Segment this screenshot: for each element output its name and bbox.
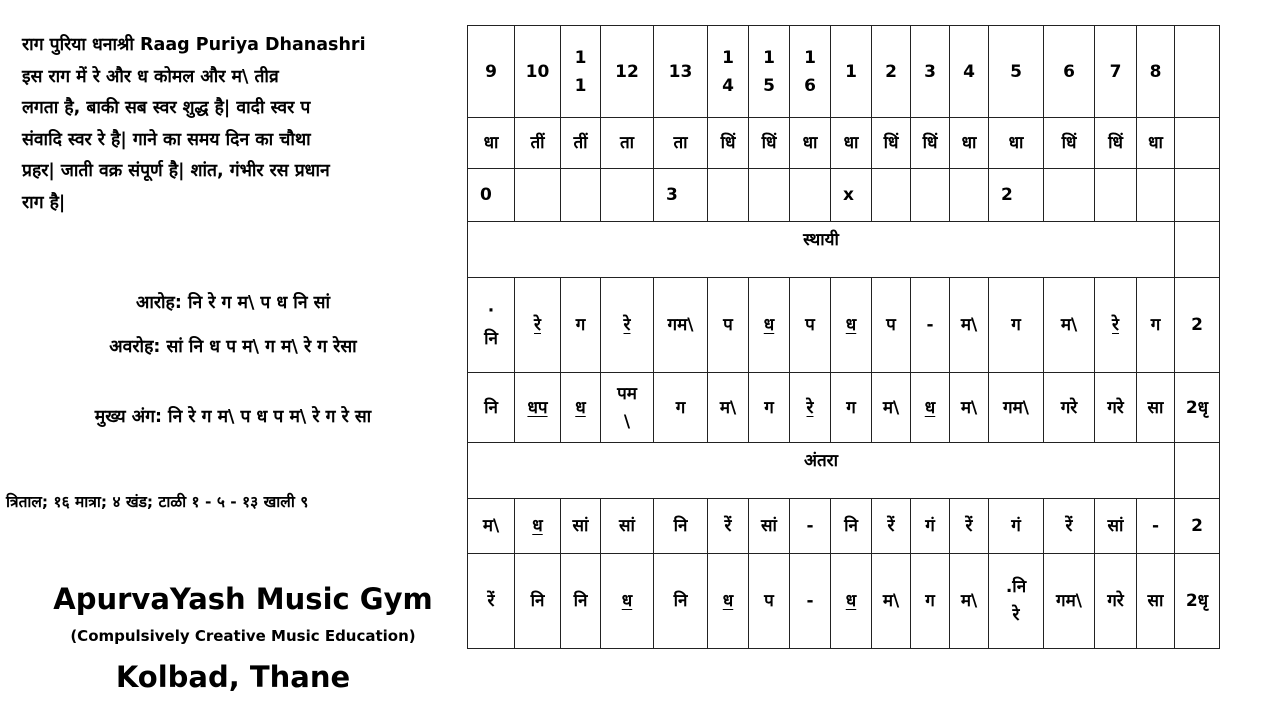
taali-cell	[561, 169, 601, 222]
description-line: राग पुरिया धनाश्री Raag Puriya Dhanashri	[22, 35, 366, 55]
cell-text: गम\	[1056, 591, 1082, 611]
sthayi-row2-cell	[708, 373, 749, 443]
cell-text: रे	[534, 315, 541, 335]
sthayi-row	[468, 278, 1220, 373]
antara-row1-cell	[1095, 499, 1137, 554]
cell-text: नि	[673, 516, 688, 536]
sthayi-row1-cell	[831, 278, 872, 373]
cell-text: -	[806, 516, 814, 536]
composition-table	[467, 25, 1220, 649]
bols-cell	[749, 118, 790, 169]
left-panel	[0, 0, 466, 720]
antara-row1-cell	[515, 499, 561, 554]
antara-row2-cell	[1044, 554, 1095, 649]
cell-text: 3	[924, 61, 936, 82]
bols-cell	[561, 118, 601, 169]
cell-text: म\	[960, 591, 978, 611]
cell-text: 5	[1010, 61, 1022, 82]
cell-text: प	[886, 315, 896, 335]
antara-row2-cell	[1175, 554, 1220, 649]
cell-text: 4	[963, 61, 975, 82]
sthayi-row	[468, 373, 1220, 443]
antara-row2-cell	[749, 554, 790, 649]
antara-row1-cell	[1137, 499, 1175, 554]
beats-cell	[468, 26, 515, 118]
taali-cell	[515, 169, 561, 222]
taali-cell	[749, 169, 790, 222]
bols-cell	[911, 118, 950, 169]
bols-cell	[950, 118, 989, 169]
cell-text: ग	[846, 397, 856, 418]
beats-cell	[749, 26, 790, 118]
taali-cell	[1137, 169, 1175, 222]
cell-text: रें	[487, 591, 495, 611]
avaroha-line: अवरोह: सां नि ध प म\ ग म\ रे ग रेसा	[109, 337, 357, 357]
cell-text: रें	[1065, 516, 1073, 536]
cell-text: ता	[619, 133, 635, 153]
taali-cell	[790, 169, 831, 222]
bols-cell	[601, 118, 654, 169]
bols-cell	[1175, 118, 1220, 169]
sthayi-row2-cell	[1137, 373, 1175, 443]
empty-cell	[1175, 443, 1220, 499]
sthayi-row1-cell	[989, 278, 1044, 373]
cell-text: धिं	[1108, 133, 1123, 153]
antara-row1-cell	[601, 499, 654, 554]
beats-cell	[1044, 26, 1095, 118]
beats-cell	[911, 26, 950, 118]
sthayi-row2-cell	[654, 373, 708, 443]
antara-row1-cell	[989, 499, 1044, 554]
description-line: लगता है, बाकी सब स्वर शुद्ध है| वादी स्वर प	[22, 98, 311, 118]
sthayi-row2-cell	[1095, 373, 1137, 443]
cell-text: तीं	[573, 133, 588, 153]
sthayi-row2-cell	[601, 373, 654, 443]
cell-text: 2	[1191, 516, 1203, 536]
cell-text: नि	[844, 516, 858, 536]
cell-text: धा	[843, 133, 859, 153]
antara-row2-cell	[911, 554, 950, 649]
bols-cell	[1137, 118, 1175, 169]
antara-row2-cell	[790, 554, 831, 649]
cell-text: 4	[722, 75, 734, 96]
antara-row2-cell	[831, 554, 872, 649]
sthayi-row2-cell	[790, 373, 831, 443]
cell-text: म\	[1060, 315, 1078, 335]
beats-cell	[708, 26, 749, 118]
bols-cell	[708, 118, 749, 169]
cell-text: म\	[882, 591, 900, 611]
beats-cell	[654, 26, 708, 118]
brand-tagline: (Compulsively Creative Music Education)	[70, 627, 416, 645]
cell-text: रे	[1112, 315, 1119, 335]
empty-cell	[1175, 222, 1220, 278]
cell-text: -	[926, 315, 934, 335]
cell-text: सा	[1147, 591, 1164, 611]
cell-text: x	[843, 185, 854, 205]
antara-row1-cell	[950, 499, 989, 554]
cell-text: ध	[532, 516, 543, 536]
cell-text: -	[1151, 516, 1160, 536]
cell-text: .नि	[1005, 577, 1027, 597]
cell-text: 2धृ	[1185, 397, 1209, 418]
sthayi-row2-cell	[872, 373, 911, 443]
taali-cell	[950, 169, 989, 222]
bols-cell	[468, 118, 515, 169]
description-line: संवादि स्वर रे है| गाने का समय दिन का चौथा	[22, 129, 311, 150]
sthayi-row1-cell	[950, 278, 989, 373]
taali-cell	[1044, 169, 1095, 222]
sthayi-row1-cell	[872, 278, 911, 373]
cell-text: 1	[574, 75, 587, 96]
antara-row1-cell	[790, 499, 831, 554]
antara-row2-cell	[872, 554, 911, 649]
cell-text: -	[806, 591, 814, 611]
sthayi-row1-cell	[708, 278, 749, 373]
cell-text: ग	[675, 397, 686, 418]
sthayi-row1-cell	[601, 278, 654, 373]
taali-cell	[468, 169, 515, 222]
antara-row2-cell	[950, 554, 989, 649]
antara-row1-cell	[561, 499, 601, 554]
sthayi-row2-cell	[831, 373, 872, 443]
antara-row2-cell	[515, 554, 561, 649]
sthayi-row2-cell	[911, 373, 950, 443]
cell-text: ·	[487, 301, 495, 321]
cell-text: 2	[885, 61, 897, 82]
taali-cell	[1175, 169, 1220, 222]
cell-text: नि	[484, 397, 498, 418]
cell-text: 3	[666, 185, 678, 205]
beats-cell	[831, 26, 872, 118]
sthayi-row2-cell	[468, 373, 515, 443]
beats-cell	[872, 26, 911, 118]
antara-header-row	[468, 443, 1220, 499]
cell-text: म\	[482, 516, 500, 536]
cell-text: 9	[485, 61, 497, 82]
cell-text: म\	[960, 397, 978, 418]
bols-cell	[515, 118, 561, 169]
cell-text: 1	[722, 47, 734, 68]
cell-text: 1	[574, 47, 587, 68]
cell-text: धिं	[883, 133, 899, 153]
sthayi-row1-cell	[1175, 278, 1220, 373]
cell-text: 10	[525, 61, 550, 82]
sthayi-row2-cell	[950, 373, 989, 443]
antara-row2-cell	[601, 554, 654, 649]
cell-text: ता	[673, 133, 688, 153]
cell-text: 2	[1001, 185, 1013, 205]
cell-text: ध	[722, 591, 734, 611]
cell-text: ध	[845, 591, 857, 611]
beats-cell	[1175, 26, 1220, 118]
cell-text: सां	[761, 516, 777, 536]
cell-text: धिं	[1061, 133, 1077, 153]
sthayi-row1-cell	[654, 278, 708, 373]
taali-cell	[1095, 169, 1137, 222]
cell-text: ग	[1150, 315, 1161, 335]
antara-row1-cell	[749, 499, 790, 554]
bols-cell	[1044, 118, 1095, 169]
sthayi-row1-cell	[749, 278, 790, 373]
cell-text: रें	[887, 516, 895, 536]
antara-row2-cell	[1095, 554, 1137, 649]
aroha-line: आरोह: नि रे ग म\ प ध नि सां	[135, 293, 331, 313]
cell-text: गं	[1011, 516, 1021, 536]
sthayi-row2-cell	[1175, 373, 1220, 443]
bol-row	[468, 118, 1220, 169]
cell-text: रे	[1012, 605, 1020, 625]
bols-cell	[831, 118, 872, 169]
antara-row2-cell	[654, 554, 708, 649]
antara-row1-cell	[708, 499, 749, 554]
cell-text: पम	[617, 383, 637, 404]
cell-text: 2	[1191, 315, 1203, 335]
description-line: राग है|	[22, 192, 66, 213]
cell-text: गरे	[1107, 397, 1124, 418]
description-line: इस राग में रे और ध कोमल और म\ तीव्र	[22, 66, 279, 87]
sthayi-row1-cell	[1095, 278, 1137, 373]
cell-text: ग	[575, 315, 586, 335]
taali-row	[468, 169, 1220, 222]
cell-text: ध	[621, 591, 633, 611]
antara-row	[468, 554, 1220, 649]
cell-text: नि	[573, 591, 588, 611]
sthayi-row2-cell	[1044, 373, 1095, 443]
sthayi-row2-cell	[989, 373, 1044, 443]
beats-cell	[989, 26, 1044, 118]
beats-cell	[1137, 26, 1175, 118]
cell-text: धा	[483, 133, 499, 153]
cell-text: रे	[623, 315, 631, 335]
cell-text: ग	[1011, 315, 1021, 335]
cell-text: 6	[804, 75, 816, 96]
cell-text: गं	[925, 516, 935, 536]
antara-row2-cell	[989, 554, 1044, 649]
cell-text: ध	[575, 397, 586, 418]
cell-text: 0	[480, 185, 492, 205]
cell-text: नि	[673, 591, 688, 611]
cell-text: गम\	[1003, 397, 1029, 418]
cell-text: सां	[619, 516, 635, 536]
brand-name: ApurvaYash Music Gym	[53, 582, 433, 616]
cell-text: म\	[882, 397, 900, 418]
antara-row2-cell	[1137, 554, 1175, 649]
antara-row1-cell	[1175, 499, 1220, 554]
cell-text: गरे	[1060, 397, 1078, 418]
beat-number-row	[468, 26, 1220, 118]
cell-text: म\	[960, 315, 978, 335]
cell-text: धा	[1008, 133, 1024, 153]
cell-text: 5	[763, 75, 775, 96]
cell-text: ध	[763, 315, 775, 335]
cell-text: धिं	[720, 133, 736, 153]
sthayi-row2-cell	[515, 373, 561, 443]
taali-cell	[654, 169, 708, 222]
antara-row1-cell	[872, 499, 911, 554]
cell-text: सा	[1147, 397, 1164, 418]
antara-row1-cell	[468, 499, 515, 554]
taali-cell	[708, 169, 749, 222]
cell-text: सां	[1107, 516, 1124, 536]
cell-text: 1	[804, 47, 816, 68]
antara-row1-cell	[831, 499, 872, 554]
cell-text: 13	[668, 61, 693, 82]
mukhya-ang-line: मुख्य अंग: नि रे ग म\ प ध प म\ रे ग रे सा	[94, 407, 372, 427]
sthayi-row1-cell	[790, 278, 831, 373]
sthayi-row2-cell	[749, 373, 790, 443]
cell-text: रें	[724, 516, 732, 536]
cell-text: 2धृ	[1185, 591, 1209, 611]
cell-text: धिं	[761, 133, 777, 153]
cell-text: प	[764, 591, 774, 611]
cell-text: 6	[1063, 61, 1075, 82]
beats-cell	[950, 26, 989, 118]
cell-text: 1	[845, 61, 857, 82]
bols-cell	[790, 118, 831, 169]
cell-text: ग	[764, 397, 774, 418]
bols-cell	[1095, 118, 1137, 169]
cell-text: ध	[924, 397, 936, 418]
cell-text: 7	[1109, 61, 1122, 82]
cell-text: धिं	[922, 133, 938, 153]
antara-row1-cell	[1044, 499, 1095, 554]
cell-text: गम\	[667, 315, 694, 335]
beats-cell	[515, 26, 561, 118]
cell-text: नि	[484, 329, 498, 349]
cell-text: रे	[806, 397, 814, 418]
cell-text: 8	[1149, 61, 1162, 82]
cell-text: धा	[1148, 133, 1163, 153]
cell-text: धा	[961, 133, 977, 153]
cell-text: 12	[615, 61, 639, 82]
taali-cell	[831, 169, 872, 222]
cell-text: गरे	[1107, 591, 1124, 611]
cell-text: \	[623, 411, 631, 432]
sthayi-row1-cell	[1137, 278, 1175, 373]
cell-text: प	[805, 315, 815, 335]
raag-description	[22, 30, 452, 219]
cell-text: प	[723, 315, 733, 335]
cell-text: रें	[965, 516, 973, 536]
sthayi-row1-cell	[1044, 278, 1095, 373]
beats-cell	[561, 26, 601, 118]
antara-row2-cell	[561, 554, 601, 649]
sthayi-row1-cell	[468, 278, 515, 373]
cell-text: ध	[845, 315, 857, 335]
antara-row	[468, 499, 1220, 554]
taali-cell	[911, 169, 950, 222]
cell-text: नि	[530, 591, 545, 611]
beats-cell	[1095, 26, 1137, 118]
bols-cell	[872, 118, 911, 169]
cell-text: म\	[719, 397, 737, 418]
taali-cell	[872, 169, 911, 222]
cell-text: सां	[572, 516, 589, 536]
taali-cell	[601, 169, 654, 222]
sthayi-row1-cell	[561, 278, 601, 373]
antara-row1-cell	[654, 499, 708, 554]
cell-text: तीं	[530, 133, 545, 153]
cell-text: धा	[802, 133, 818, 153]
sthayi-row1-cell	[515, 278, 561, 373]
cell-text: धप	[527, 397, 548, 418]
antara-row2-cell	[708, 554, 749, 649]
bols-cell	[989, 118, 1044, 169]
taal-info-line: त्रिताल; १६ मात्रा; ४ खंड; टाळी १ - ५ - १३ खाली ९	[6, 493, 309, 511]
beats-cell	[790, 26, 831, 118]
antara-label: अंतरा	[468, 443, 1175, 499]
sthayi-header-row	[468, 222, 1220, 278]
cell-text: 1	[763, 47, 775, 68]
antara-row2-cell	[468, 554, 515, 649]
beats-cell	[601, 26, 654, 118]
sthayi-row2-cell	[561, 373, 601, 443]
bols-cell	[654, 118, 708, 169]
brand-location: Kolbad, Thane	[115, 660, 351, 694]
antara-row1-cell	[911, 499, 950, 554]
cell-text: ग	[925, 591, 935, 611]
sthayi-row1-cell	[911, 278, 950, 373]
description-line: प्रहर| जाती वक्र संपूर्ण है| शांत, गंभीर रस प्रधान	[22, 161, 330, 181]
taali-cell	[989, 169, 1044, 222]
sthayi-label: स्थायी	[468, 222, 1175, 278]
